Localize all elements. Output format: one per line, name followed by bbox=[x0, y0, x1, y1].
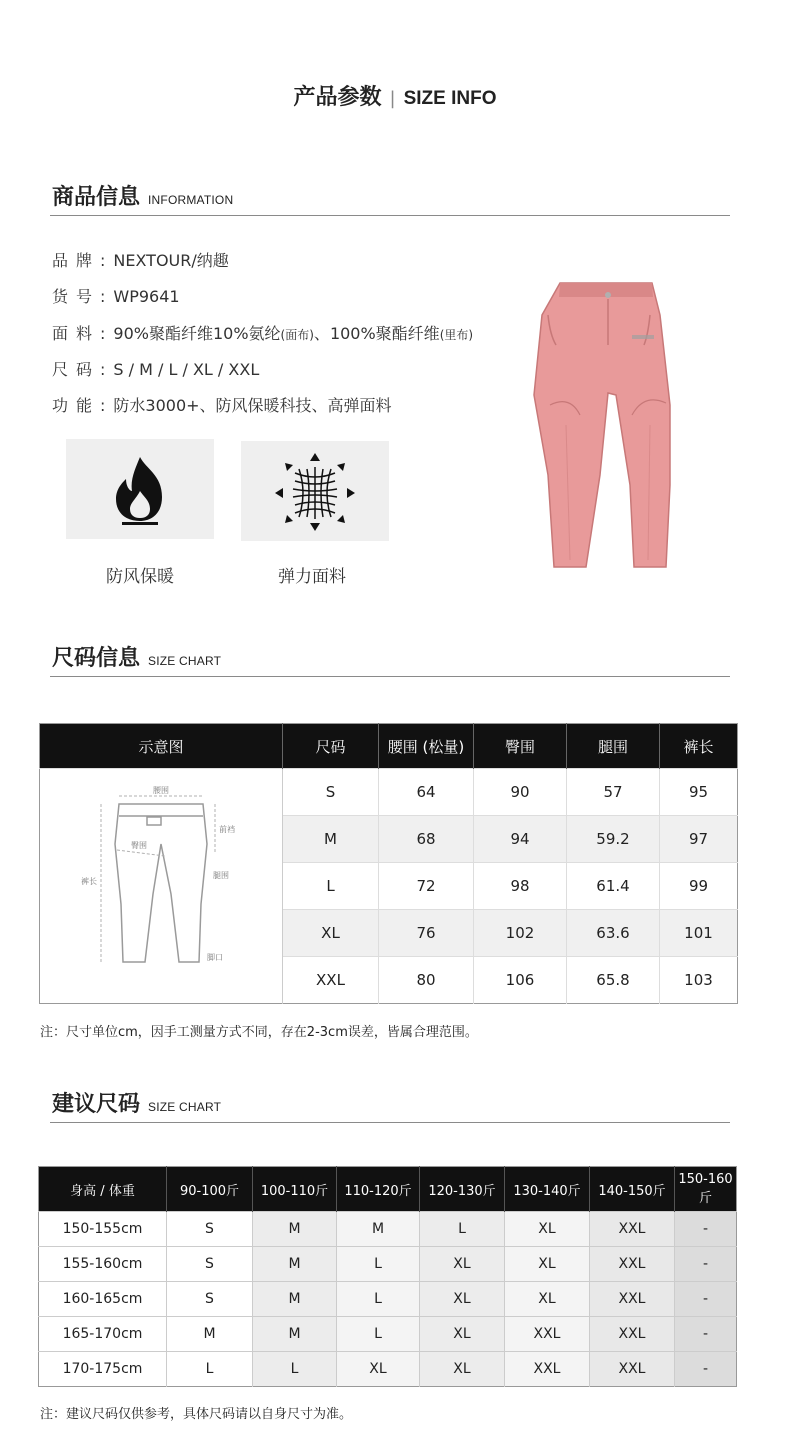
rec-cell: XXL bbox=[590, 1352, 675, 1387]
rec-section-title: 建议尺码 bbox=[52, 1092, 141, 1117]
feature-label-stretch: 弹力面料 bbox=[278, 567, 346, 587]
length-cell: 95 bbox=[660, 769, 738, 816]
rec-section-divider bbox=[50, 1122, 730, 1123]
rec-section-subtitle: SIZE CHART bbox=[148, 1100, 222, 1114]
size-header-diagram: 示意图 bbox=[40, 724, 283, 769]
waist-cell: 76 bbox=[379, 910, 474, 957]
size-note: 注：尺寸单位cm，因手工测量方式不同，存在2-3cm误差，皆属合理范围。 bbox=[40, 1025, 478, 1040]
thigh-cell: 59.2 bbox=[567, 816, 660, 863]
rec-header-height: 身高 / 体重 bbox=[39, 1167, 167, 1212]
rec-cell: XL bbox=[505, 1247, 590, 1282]
rec-header-w4: 120-130斤 bbox=[420, 1167, 505, 1212]
rec-cell: XL bbox=[505, 1212, 590, 1247]
info-section-heading bbox=[52, 180, 233, 211]
hip-cell: 102 bbox=[474, 910, 567, 957]
rec-cell: M bbox=[253, 1247, 337, 1282]
stretch-icon-box bbox=[241, 441, 389, 541]
stretch-fabric-icon bbox=[241, 441, 389, 541]
rec-cell: M bbox=[253, 1282, 337, 1317]
rec-cell: XL bbox=[420, 1247, 505, 1282]
rec-height-cell: 165-170cm bbox=[39, 1317, 167, 1352]
flame-icon bbox=[66, 439, 214, 539]
fabric-lining: 100%聚酯纤维 bbox=[329, 324, 440, 343]
size-cell: XL bbox=[283, 910, 379, 957]
info-section-divider bbox=[50, 215, 730, 216]
waist-cell: 72 bbox=[379, 863, 474, 910]
sku-value: WP9641 bbox=[113, 287, 180, 306]
size-row bbox=[52, 357, 259, 380]
hip-cell: 90 bbox=[474, 769, 567, 816]
length-cell: 97 bbox=[660, 816, 738, 863]
rec-cell: XL bbox=[420, 1317, 505, 1352]
rec-cell: XXL bbox=[590, 1212, 675, 1247]
page-title-cn: 产品参数 bbox=[293, 85, 382, 110]
size-section-subtitle: SIZE CHART bbox=[148, 654, 222, 668]
feature-label-warm: 防风保暖 bbox=[106, 567, 174, 587]
function-label: 功能: bbox=[52, 396, 114, 415]
rec-cell: L bbox=[337, 1247, 420, 1282]
rec-cell: XXL bbox=[590, 1282, 675, 1317]
fabric-row bbox=[52, 321, 473, 344]
rec-height-cell: 155-160cm bbox=[39, 1247, 167, 1282]
flame-icon-box bbox=[66, 439, 214, 539]
function-value: 防水3000+、防风保暖科技、高弹面料 bbox=[113, 396, 392, 415]
rec-cell: XXL bbox=[505, 1317, 590, 1352]
size-value: S / M / L / XL / XXL bbox=[113, 360, 260, 379]
size-header-thigh: 腿围 bbox=[567, 724, 660, 769]
table-row bbox=[39, 1282, 737, 1317]
size-table bbox=[39, 723, 738, 1004]
thigh-cell: 57 bbox=[567, 769, 660, 816]
thigh-cell: 65.8 bbox=[567, 957, 660, 1004]
info-section-subtitle: INFORMATION bbox=[148, 193, 234, 207]
rec-table-header bbox=[39, 1167, 737, 1212]
waist-cell: 68 bbox=[379, 816, 474, 863]
rec-cell: M bbox=[253, 1317, 337, 1352]
rec-cell: L bbox=[253, 1352, 337, 1387]
rec-cell: - bbox=[675, 1317, 737, 1352]
recommend-table bbox=[38, 1166, 737, 1387]
table-row bbox=[39, 1317, 737, 1352]
diagram-hem-label: 脚口 bbox=[207, 953, 223, 962]
diagram-length-label: 裤长 bbox=[81, 877, 97, 886]
function-row bbox=[52, 393, 392, 416]
rec-cell: M bbox=[337, 1212, 420, 1247]
info-section-title: 商品信息 bbox=[52, 185, 141, 210]
size-cell: S bbox=[283, 769, 379, 816]
hip-cell: 106 bbox=[474, 957, 567, 1004]
diagram-hip-label: 臀围 bbox=[131, 841, 147, 850]
rec-header-w3: 110-120斤 bbox=[337, 1167, 420, 1212]
table-row bbox=[39, 1212, 737, 1247]
sku-label: 货号: bbox=[52, 287, 114, 306]
hip-cell: 98 bbox=[474, 863, 567, 910]
rec-cell: S bbox=[167, 1212, 253, 1247]
size-label: 尺码: bbox=[52, 360, 114, 379]
rec-header-w2: 100-110斤 bbox=[253, 1167, 337, 1212]
size-table-header bbox=[40, 724, 738, 769]
rec-section-heading bbox=[52, 1087, 221, 1118]
size-header-hip: 臀围 bbox=[474, 724, 567, 769]
fabric-separator: 、 bbox=[313, 324, 330, 343]
rec-cell: S bbox=[167, 1282, 253, 1317]
rec-header-w1: 90-100斤 bbox=[167, 1167, 253, 1212]
fabric-outer: 90%聚酯纤维10%氨纶 bbox=[113, 324, 281, 343]
size-header-size: 尺码 bbox=[283, 724, 379, 769]
size-cell: L bbox=[283, 863, 379, 910]
rec-cell: L bbox=[337, 1317, 420, 1352]
rec-cell: XXL bbox=[590, 1247, 675, 1282]
rec-cell: - bbox=[675, 1282, 737, 1317]
size-cell: M bbox=[283, 816, 379, 863]
size-section-divider bbox=[50, 676, 730, 677]
rec-height-cell: 170-175cm bbox=[39, 1352, 167, 1387]
table-row bbox=[39, 1352, 737, 1387]
brand-row bbox=[52, 248, 229, 271]
rec-cell: - bbox=[675, 1212, 737, 1247]
thigh-cell: 61.4 bbox=[567, 863, 660, 910]
rec-cell: M bbox=[253, 1212, 337, 1247]
table-row bbox=[39, 1247, 737, 1282]
rec-cell: L bbox=[167, 1352, 253, 1387]
fabric-label: 面料: bbox=[52, 324, 114, 343]
rec-height-cell: 150-155cm bbox=[39, 1212, 167, 1247]
size-section-title: 尺码信息 bbox=[52, 646, 141, 671]
product-image bbox=[520, 275, 710, 575]
rec-cell: XL bbox=[337, 1352, 420, 1387]
page-title-en: SIZE INFO bbox=[403, 88, 497, 109]
table-row bbox=[40, 769, 738, 816]
length-cell: 99 bbox=[660, 863, 738, 910]
diagram-thigh-label: 腿围 bbox=[213, 871, 229, 880]
fabric-lining-note: (里布) bbox=[439, 328, 474, 342]
title-separator: | bbox=[389, 88, 396, 109]
diagram-rise-label: 前裆 bbox=[219, 825, 235, 834]
rec-height-cell: 160-165cm bbox=[39, 1282, 167, 1317]
size-header-waist: 腰围 (松量) bbox=[379, 724, 474, 769]
diagram-waist-label: 腰围 bbox=[153, 786, 169, 795]
rec-cell: L bbox=[337, 1282, 420, 1317]
rec-cell: XL bbox=[420, 1282, 505, 1317]
rec-cell: - bbox=[675, 1247, 737, 1282]
rec-cell: XXL bbox=[590, 1317, 675, 1352]
size-diagram-cell bbox=[40, 769, 283, 1004]
rec-header-w7: 150-160斤 bbox=[675, 1167, 737, 1212]
pants-measurement-diagram bbox=[61, 784, 261, 984]
length-cell: 101 bbox=[660, 910, 738, 957]
brand-value: NEXTOUR/纳趣 bbox=[113, 251, 229, 270]
rec-cell: - bbox=[675, 1352, 737, 1387]
sku-row bbox=[52, 284, 180, 307]
fabric-outer-note: (面布) bbox=[280, 328, 314, 342]
length-cell: 103 bbox=[660, 957, 738, 1004]
recommend-note: 注：建议尺码仅供参考，具体尺码请以自身尺寸为准。 bbox=[40, 1407, 353, 1422]
waist-cell: 80 bbox=[379, 957, 474, 1004]
size-cell: XXL bbox=[283, 957, 379, 1004]
rec-cell: L bbox=[420, 1212, 505, 1247]
rec-cell: XL bbox=[505, 1282, 590, 1317]
rec-cell: XXL bbox=[505, 1352, 590, 1387]
rec-header-w5: 130-140斤 bbox=[505, 1167, 590, 1212]
waist-cell: 64 bbox=[379, 769, 474, 816]
hip-cell: 94 bbox=[474, 816, 567, 863]
rec-cell: M bbox=[167, 1317, 253, 1352]
rec-cell: S bbox=[167, 1247, 253, 1282]
page-title bbox=[0, 80, 790, 111]
size-header-length: 裤长 bbox=[660, 724, 738, 769]
size-section-heading bbox=[52, 641, 221, 672]
brand-label: 品牌: bbox=[52, 251, 114, 270]
thigh-cell: 63.6 bbox=[567, 910, 660, 957]
rec-cell: XL bbox=[420, 1352, 505, 1387]
rec-header-w6: 140-150斤 bbox=[590, 1167, 675, 1212]
